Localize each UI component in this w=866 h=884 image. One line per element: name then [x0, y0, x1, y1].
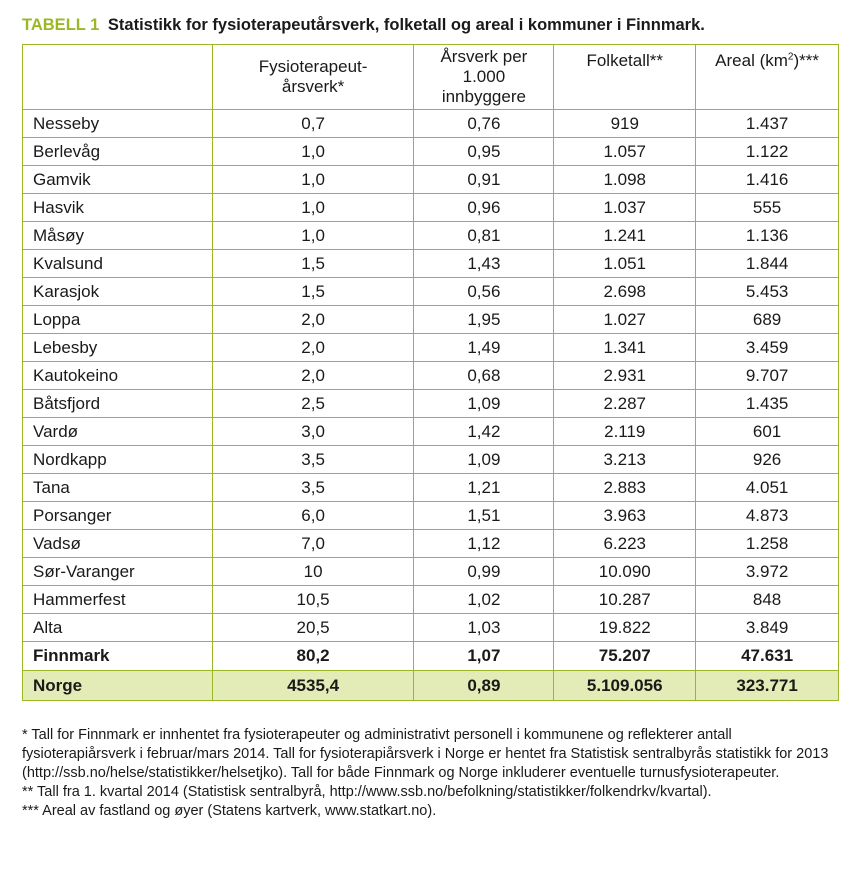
table-row	[23, 474, 839, 502]
cell-name: Vardø	[23, 418, 213, 446]
cell-per1000: 1,95	[414, 306, 554, 334]
cell-folketall: 1.027	[554, 306, 696, 334]
cell-areal: 1.416	[696, 166, 839, 194]
cell-folketall: 1.098	[554, 166, 696, 194]
table-caption: Statistikk for fysioterapeutårsverk, folketall og areal i kommuner i Finnmark.	[107, 16, 705, 34]
cell-per1000: 1,09	[414, 390, 554, 418]
table-row	[23, 138, 839, 166]
header-folketall-label: Folketall**	[586, 51, 664, 70]
header-areal-sup: 2	[787, 51, 794, 63]
cell-arsverk: 10	[212, 558, 414, 586]
table-row	[23, 390, 839, 418]
cell-areal: 1.122	[696, 138, 839, 166]
header-folketall	[554, 45, 696, 110]
cell-arsverk: 2,0	[212, 334, 414, 362]
cell-areal: 3.459	[696, 334, 839, 362]
table-row	[23, 194, 839, 222]
header-kommune	[23, 45, 213, 110]
cell-arsverk: 3,5	[212, 474, 414, 502]
table-row	[23, 446, 839, 474]
cell-areal: 4.051	[696, 474, 839, 502]
table-row	[23, 502, 839, 530]
header-row	[23, 45, 839, 110]
cell-folketall: 19.822	[554, 614, 696, 642]
cell-folketall: 919	[554, 110, 696, 138]
cell-areal: 1.435	[696, 390, 839, 418]
cell-per1000: 0,56	[414, 278, 554, 306]
cell-name: Hasvik	[23, 194, 213, 222]
cell-areal: 1.844	[696, 250, 839, 278]
finnmark-folketall: 75.207	[554, 642, 696, 671]
table-label: TABELL 1	[22, 16, 100, 34]
cell-arsverk: 1,5	[212, 278, 414, 306]
table-row	[23, 334, 839, 362]
cell-folketall: 6.223	[554, 530, 696, 558]
cell-folketall: 3.963	[554, 502, 696, 530]
cell-arsverk: 7,0	[212, 530, 414, 558]
cell-per1000: 1,51	[414, 502, 554, 530]
cell-folketall: 2.883	[554, 474, 696, 502]
finnmark-per1000: 1,07	[414, 642, 554, 671]
cell-per1000: 0,81	[414, 222, 554, 250]
header-per1000-line2: innbyggere	[441, 87, 526, 106]
cell-folketall: 2.931	[554, 362, 696, 390]
cell-areal: 3.849	[696, 614, 839, 642]
table-row	[23, 166, 839, 194]
cell-per1000: 0,76	[414, 110, 554, 138]
norge-areal: 323.771	[696, 671, 839, 701]
cell-arsverk: 10,5	[212, 586, 414, 614]
table-row	[23, 278, 839, 306]
cell-per1000: 0,96	[414, 194, 554, 222]
cell-name: Porsanger	[23, 502, 213, 530]
cell-folketall: 10.090	[554, 558, 696, 586]
cell-arsverk: 2,0	[212, 362, 414, 390]
norge-folketall: 5.109.056	[554, 671, 696, 701]
norge-name: Norge	[23, 671, 213, 701]
norge-total-row	[23, 671, 839, 701]
cell-arsverk: 1,0	[212, 222, 414, 250]
table-row	[23, 558, 839, 586]
cell-arsverk: 1,5	[212, 250, 414, 278]
cell-folketall: 1.037	[554, 194, 696, 222]
cell-name: Lebesby	[23, 334, 213, 362]
cell-folketall: 10.287	[554, 586, 696, 614]
table-row	[23, 222, 839, 250]
norge-arsverk: 4535,4	[212, 671, 414, 701]
cell-areal: 601	[696, 418, 839, 446]
cell-arsverk: 2,0	[212, 306, 414, 334]
cell-folketall: 1.051	[554, 250, 696, 278]
table-row	[23, 306, 839, 334]
cell-arsverk: 3,0	[212, 418, 414, 446]
cell-name: Nesseby	[23, 110, 213, 138]
cell-name: Tana	[23, 474, 213, 502]
cell-name: Hammerfest	[23, 586, 213, 614]
cell-arsverk: 6,0	[212, 502, 414, 530]
footnote-2: ** Tall fra 1. kvartal 2014 (Statistisk sentralbyrå, http://www.ssb.no/befolkning/statistikker/folkendrkv/kvartal).	[22, 784, 712, 800]
cell-per1000: 0,68	[414, 362, 554, 390]
cell-per1000: 0,95	[414, 138, 554, 166]
cell-name: Alta	[23, 614, 213, 642]
cell-areal: 555	[696, 194, 839, 222]
cell-per1000: 1,21	[414, 474, 554, 502]
cell-arsverk: 2,5	[212, 390, 414, 418]
cell-areal: 848	[696, 586, 839, 614]
cell-name: Kvalsund	[23, 250, 213, 278]
table-row	[23, 530, 839, 558]
cell-name: Berlevåg	[23, 138, 213, 166]
cell-name: Måsøy	[23, 222, 213, 250]
cell-folketall: 3.213	[554, 446, 696, 474]
header-arsverk-line1: Fysioterapeut-	[258, 57, 368, 76]
cell-name: Loppa	[23, 306, 213, 334]
header-areal-post: )***	[793, 51, 819, 70]
cell-name: Gamvik	[23, 166, 213, 194]
footnote-1: * Tall for Finnmark er innhentet fra fysioterapeuter og administrativt personell i kommunene og reflekterer antall fysioterapiårsverk i februar/mars 2014. Tall for fysioterapiårsverk i Norge er hentet fra Statistisk sentralbyrås statistikk for 2013 (http://ssb.no/helse/statistikker/helsetjko). Tall for både Finnmark og Norge inkluderer eventuelle turnusfysioterapeuter.	[22, 727, 829, 781]
cell-per1000: 0,91	[414, 166, 554, 194]
cell-per1000: 0,99	[414, 558, 554, 586]
header-per1000	[414, 45, 554, 110]
finnmark-name: Finnmark	[23, 642, 213, 671]
header-arsverk-line2: årsverk*	[281, 77, 345, 96]
cell-per1000: 1,42	[414, 418, 554, 446]
cell-per1000: 1,49	[414, 334, 554, 362]
finnmark-arsverk: 80,2	[212, 642, 414, 671]
table-row	[23, 250, 839, 278]
cell-folketall: 1.057	[554, 138, 696, 166]
cell-areal: 9.707	[696, 362, 839, 390]
header-areal	[696, 45, 839, 110]
statistics-table	[22, 44, 839, 701]
cell-name: Vadsø	[23, 530, 213, 558]
cell-folketall: 2.119	[554, 418, 696, 446]
header-areal-pre: Areal (km	[715, 51, 788, 70]
cell-areal: 4.873	[696, 502, 839, 530]
table-row	[23, 362, 839, 390]
table-body	[23, 110, 839, 642]
cell-areal: 5.453	[696, 278, 839, 306]
table-title	[22, 16, 705, 35]
table-row	[23, 586, 839, 614]
cell-arsverk: 20,5	[212, 614, 414, 642]
table-row	[23, 614, 839, 642]
table-row	[23, 110, 839, 138]
cell-areal: 1.136	[696, 222, 839, 250]
cell-arsverk: 0,7	[212, 110, 414, 138]
header-arsverk	[212, 45, 414, 110]
cell-name: Karasjok	[23, 278, 213, 306]
cell-folketall: 1.341	[554, 334, 696, 362]
cell-arsverk: 1,0	[212, 138, 414, 166]
cell-arsverk: 3,5	[212, 446, 414, 474]
header-per1000-line1: Årsverk per 1.000	[440, 47, 528, 86]
cell-per1000: 1,03	[414, 614, 554, 642]
table-row	[23, 418, 839, 446]
norge-per1000: 0,89	[414, 671, 554, 701]
cell-name: Nordkapp	[23, 446, 213, 474]
cell-per1000: 1,09	[414, 446, 554, 474]
cell-areal: 926	[696, 446, 839, 474]
finnmark-total-row	[23, 642, 839, 671]
cell-per1000: 1,43	[414, 250, 554, 278]
cell-name: Sør-Varanger	[23, 558, 213, 586]
footnotes	[22, 726, 844, 821]
cell-folketall: 2.287	[554, 390, 696, 418]
cell-areal: 689	[696, 306, 839, 334]
footnote-3: *** Areal av fastland og øyer (Statens kartverk, www.statkart.no).	[22, 803, 437, 819]
finnmark-areal: 47.631	[696, 642, 839, 671]
cell-arsverk: 1,0	[212, 166, 414, 194]
cell-folketall: 2.698	[554, 278, 696, 306]
cell-folketall: 1.241	[554, 222, 696, 250]
cell-areal: 3.972	[696, 558, 839, 586]
cell-arsverk: 1,0	[212, 194, 414, 222]
cell-per1000: 1,12	[414, 530, 554, 558]
cell-areal: 1.258	[696, 530, 839, 558]
cell-name: Båtsfjord	[23, 390, 213, 418]
cell-areal: 1.437	[696, 110, 839, 138]
cell-name: Kautokeino	[23, 362, 213, 390]
cell-per1000: 1,02	[414, 586, 554, 614]
